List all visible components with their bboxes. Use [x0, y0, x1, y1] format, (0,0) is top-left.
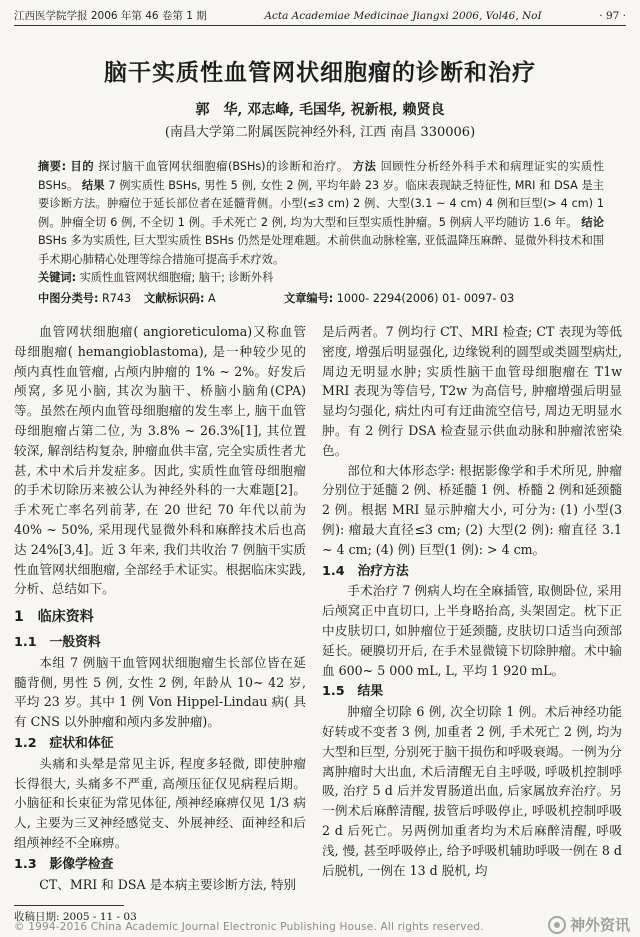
abstract-method: 回顾性分析经外科手术和病理证实的实质性 BSHs。 — [38, 160, 605, 192]
abstract-method-label: 方法 — [352, 160, 377, 173]
section-heading: 1 临床资料 — [14, 609, 94, 626]
abstract-label: 摘要: 目的 — [38, 160, 95, 173]
keywords-label: 关键词: — [38, 271, 77, 284]
page-number: · 97 · — [599, 9, 626, 22]
paragraph: 头痛和头晕是常见主诉, 程度多轻微, 即使肿瘤长得很大, 头痛多不严重, 高颅压征仅见病程后期。小脑征和长束征为常见体征, 颅神经麻痹仅见 1/3 病人, 主要为三叉神经感觉支、外展神经、面神经和后组颅神经不全麻痹。 — [14, 755, 306, 850]
clc-number: 中图分类号: R743 — [38, 292, 132, 305]
watermark-text: 神外资讯 — [569, 916, 630, 934]
paragraph: CT、MRI 和 DSA 是本病主要诊断方法, 特别 — [39, 876, 297, 892]
footnote-rule — [14, 905, 124, 906]
article-id: 文章编号: 1000- 2294(2006) 01- 0097- 03 — [284, 292, 515, 305]
abstract-conclusion-label: 结论 — [581, 215, 604, 229]
copyright-notice: © 1994-2016 China Academic Journal Electronic Publishing House. All rights reserved. — [14, 921, 484, 933]
article-affiliation: (南昌大学第二附属医院神经外科, 江西 南昌 330006) — [164, 125, 476, 140]
abstract-objective: 探讨脑干血管网状细胞瘤(BSHs)的诊断和治疗。 — [98, 160, 349, 173]
abstract-result-label: 结果 — [82, 178, 105, 192]
subsection-heading: 1.3 影像学检查 — [14, 856, 114, 872]
abstract-conclusion: BSHs 多为实质性, 巨大型实质性 BSHs 仍然是处理难题。术前供血动脉栓塞, 亚低温降压麻醉、显微外科技术和围手术期心肺精心处理等综合措施可提高手术疗效。 — [38, 234, 604, 266]
received-date: 收稿日期: 2005 - 11 - 03 — [14, 911, 137, 923]
journal-latin-title: Acta Academiae Medicinae Jiangxi 2006, Vol46, NoI — [264, 9, 542, 22]
keywords-text: 实质性血管网状细胞瘤; 脑干; 诊断外科 — [79, 271, 274, 284]
paragraph: 肿瘤全切除 6 例, 次全切除 1 例。术后神经功能好转或不变者 3 例, 加重者 2 例, 手术死亡 2 例, 均为大型和巨型, 分别死于脑干损伤和呼吸衰竭。一例为分离肿瘤时大出血, 术后清醒无自主呼吸, 呼吸机控制呼吸, 治疗 5 d 后并发胃肠道出血, 后家属放弃治疗。另一例术后麻醉清醒, 拔管后呼吸停止, 呼吸机控制呼吸 2 d 后死亡。另两例加重者均为术后麻醉清醒, 呼吸浅, 慢, 甚至呼吸停止, 给予呼吸机辅助呼吸一例在 8 d 后脱机, 一例在 13 d 脱机, 均 — [322, 704, 622, 878]
article-title: 脑干实质性血管网状细胞瘤的诊断和治疗 — [104, 60, 536, 86]
intro-paragraph: 血管网状细胞瘤( angioreticuloma)又称血管母细胞瘤( hemangioblastoma), 是一种较少见的颅内真性血管瘤, 占颅内肿瘤的 1% ~ 2%。好发后颅窝, 多见小脑, 其次为脑干、桥脑小脑角(CPA) 等。虽然在颅内血管母细胞瘤的发生率上, 脑干血管母细胞瘤占第二位, 为 3.8% ~ 26.3%[1], 其位置较深, 解剖结构复杂, 肿瘤血供丰富, 完全实质性者尤甚, 术中术后并发症多。因此, 实质性血管母细胞瘤的手术切除历来被公认为神经外科的一大难题[2]。手术死亡率名列前茅, 在 20 世纪 70 年代以前为 40% ~ 50%, 采用现代显微外科和麻醉技术后也高达 24%[3,4]。近 3 年来, 我们共收治 7 例脑干实质性血管网状细胞瘤, 全部经手术证实。根据临床实践, 分析、总结如下。 — [14, 324, 306, 597]
subsection-heading: 1.2 症状和体征 — [14, 735, 114, 751]
paragraph: 是后两者。7 例均行 CT、MRI 检查; CT 表现为等低密度, 增强后明显强化, 边缘锐利的圆型或类圆型病灶, 周边无明显水肿; 实质性脑干血管母细胞瘤在 T1w MRI 表现为等信号, T2w 为高信号, 肿瘤增强后明显显均匀强化, 病灶内可有迂曲流空信号, 周边无明显水肿。有 2 例行 DSA 检查显示供血动脉和肿瘤浓密染色。 — [322, 324, 622, 458]
wechat-logo-icon — [548, 916, 566, 934]
subsection-heading: 1.5 结果 — [322, 684, 384, 700]
watermark — [548, 914, 630, 935]
document-code: 文献标识码: A — [144, 292, 216, 305]
subsection-heading: 1.4 治疗方法 — [322, 563, 409, 579]
keywords — [38, 269, 604, 285]
article-authors: 郭 华, 邓志峰, 毛国华, 祝新根, 赖贤良 — [195, 102, 445, 118]
paragraph: 手术治疗 7 例病人均在全麻插管, 取侧卧位, 采用后颅窝正中直切口, 上半身略抬高, 头架固定。枕下正中皮肤切口, 如肿瘤位于延颈髓, 皮肤切口适当向颈部延长。硬膜切开后, 在手术显微镜下切除肿瘤。术中输血 600~ 5 000 mL, L, 平均 1 920 mL。 — [322, 583, 622, 678]
paragraph: 部位和大体形态学: 根据影像学和手术所见, 肿瘤分别位于延髓 2 例、桥延髓 1 例、桥髓 2 例和延颈髓 2 例。根据 MRI 显示肿瘤大小, 可分为: (1) 小型(3 例): 瘤最大直径≤3 cm; (2) 大型(2 例): 瘤直径 3.1 ~ 4 cm; (4) 例) 巨型(1 例): > 4 cm。 — [322, 462, 622, 557]
abstract-result: 7 例实质性 BSHs, 男性 5 例, 女性 2 例, 平均年龄 23 岁。临床表现缺乏特征性, MRI 和 DSA 是主要诊断方法。肿瘤位于延长部位者在延髓背侧。小型(≤3 cm) 2 例、大型(3.1 ~ 4 cm) 4 例和巨型(> 4 cm) 1 例。肿瘤全切 6 例, 不全切 1 例。手术死亡 2 例, 均为大型和巨型实质性肿瘤。5 例病人平均随访 1.6 年。 — [38, 178, 604, 229]
abstract — [38, 158, 604, 269]
left-column — [14, 322, 306, 894]
right-column — [322, 322, 622, 880]
running-header — [14, 6, 626, 26]
subsection-heading: 1.1 一般资料 — [14, 634, 101, 650]
paragraph: 本组 7 例脑干血管网状细胞瘤生长部位皆在延髓背侧, 男性 5 例, 女性 2 例, 年龄从 10~ 42 岁, 平均 23 岁。其中 1 例 Von Hippel-Lindau 病( 具有 CNS 以外肿瘤和颅内多发肿瘤)。 — [14, 654, 306, 730]
journal-issue: 江西医学院学报 2006 年第 46 卷第 1 期 — [14, 10, 207, 22]
